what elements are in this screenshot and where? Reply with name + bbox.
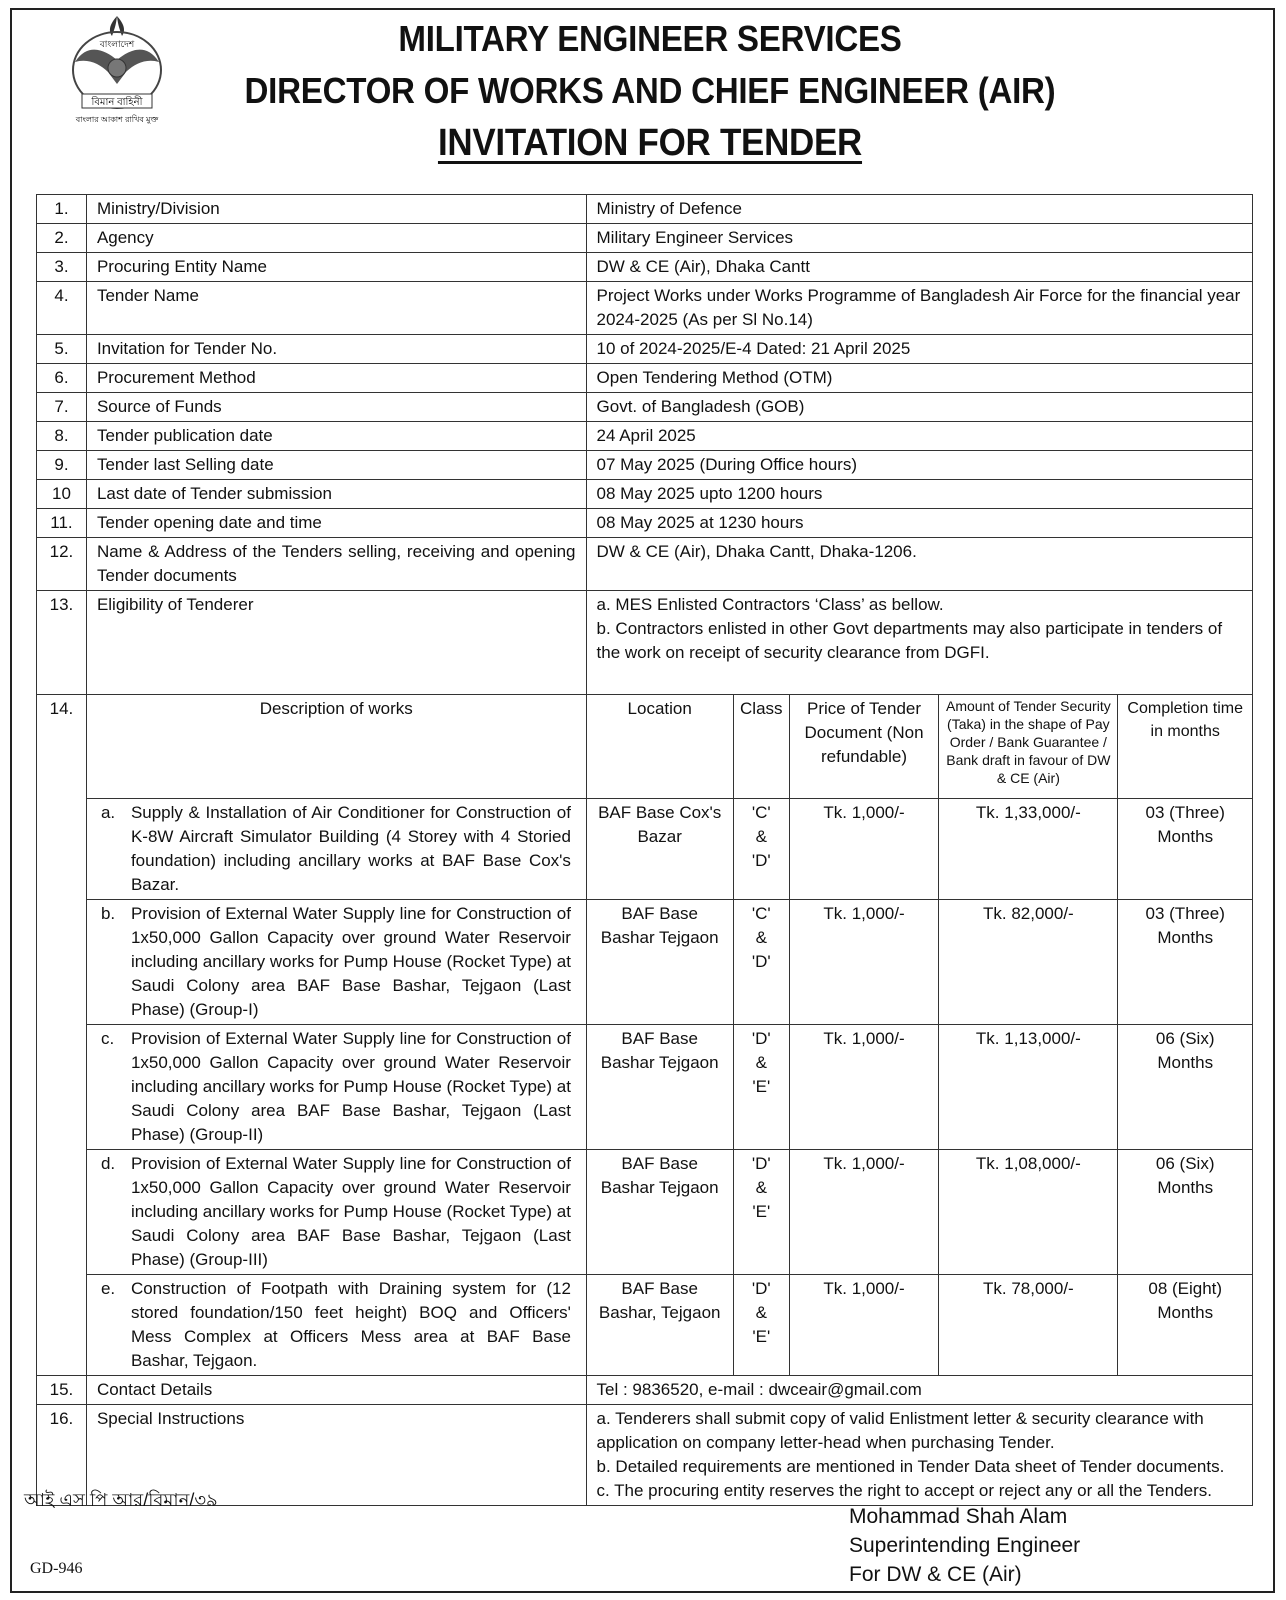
row-number: 1.	[37, 195, 87, 224]
item-class-1: 'D'	[751, 1029, 771, 1048]
item-price: Tk. 1,000/-	[789, 900, 939, 1025]
row-label: Tender Name	[86, 282, 586, 335]
item-class-amp: &	[755, 1053, 767, 1072]
row-value: 07 May 2025 (During Office hours)	[586, 451, 1252, 480]
logo-banner-text: বিমান বাহিনী	[91, 97, 143, 108]
row-label: Special Instructions	[86, 1405, 586, 1506]
item-class-1: 'D'	[751, 1279, 771, 1298]
item-location: BAF Base Bashar Tejgaon	[586, 900, 733, 1025]
row-label: Source of Funds	[86, 393, 586, 422]
row-number: 6.	[37, 364, 87, 393]
row-number: 3.	[37, 253, 87, 282]
item-location: BAF Base Bashar, Tejgaon	[586, 1275, 733, 1376]
row-number: 15.	[37, 1376, 87, 1405]
item-description: Provision of External Water Supply line for Construction of 1x50,000 Gallon Capacity over ground Water Reservoir including ancillary works for Pump House (Rocket Type) at Saudi Colony area BAF Base Bashar, Tejgaon (Last Phase) (Group-II)	[130, 1029, 571, 1144]
table-row	[37, 480, 1253, 509]
col-location: Location	[586, 695, 733, 799]
item-location: BAF Base Bashar Tejgaon	[586, 1150, 733, 1275]
work-item-row	[37, 1150, 1253, 1275]
item-price: Tk. 1,000/-	[789, 1025, 939, 1150]
item-class-1: 'C'	[751, 904, 771, 923]
item-completion: 08 (Eight) Months	[1118, 1275, 1253, 1376]
row-label: Tender publication date	[86, 422, 586, 451]
table-row	[37, 1405, 1253, 1506]
bangladesh-air-force-logo	[60, 12, 175, 127]
gd-code: GD-946	[30, 1560, 83, 1577]
row-value: 08 May 2025 at 1230 hours	[586, 509, 1252, 538]
tender-table	[36, 194, 1253, 1506]
item-security: Tk. 1,13,000/-	[939, 1025, 1118, 1150]
table-row	[37, 422, 1253, 451]
works-header-row	[37, 695, 1253, 799]
item-class-2: 'D'	[751, 952, 771, 971]
row-number: 14.	[37, 695, 87, 799]
eligibility-a: a. MES Enlisted Contractors ‘Class’ as bellow.	[596, 595, 944, 614]
table-row	[37, 451, 1253, 480]
item-security: Tk. 82,000/-	[939, 900, 1118, 1025]
row-value: 10 of 2024-2025/E-4 Dated: 21 April 2025	[586, 335, 1252, 364]
item-class-1: 'D'	[751, 1154, 771, 1173]
table-row	[37, 282, 1253, 335]
item-description: Construction of Footpath with Draining system for (12 stored foundation/150 feet height) BOQ and Officers' Mess Complex at Officers Mess area at BAF Base Bashar, Tejgaon.	[130, 1279, 571, 1370]
row-number: 4.	[37, 282, 87, 335]
row-number: 9.	[37, 451, 87, 480]
item-class-2: 'E'	[752, 1077, 771, 1096]
ispr-reference: আই এস পি আর/বিমান/৩৯	[24, 1490, 218, 1510]
table-row	[37, 224, 1253, 253]
item-security: Tk. 1,08,000/-	[939, 1150, 1118, 1275]
row-number: 10	[37, 480, 87, 509]
row-value: Project Works under Works Programme of Bangladesh Air Force for the financial year 2024-2025 (As per Sl No.14)	[586, 282, 1252, 335]
work-item-row	[37, 900, 1253, 1025]
row-value: 24 April 2025	[586, 422, 1252, 451]
item-class-amp: &	[755, 827, 767, 846]
item-class-2: 'E'	[752, 1327, 771, 1346]
item-price: Tk. 1,000/-	[789, 1150, 939, 1275]
instruction-a: a. Tenderers shall submit copy of valid Enlistment letter & security clearance with application on company letter-head when purchasing Tender.	[596, 1409, 1204, 1452]
item-location: BAF Base Bashar Tejgaon	[586, 1025, 733, 1150]
item-completion: 06 (Six) Months	[1118, 1025, 1253, 1150]
row-label: Tender last Selling date	[86, 451, 586, 480]
row-number: 12.	[37, 538, 87, 591]
row-number: 13.	[37, 591, 87, 695]
row-value: DW & CE (Air), Dhaka Cantt, Dhaka-1206.	[586, 538, 1252, 591]
work-item-row	[37, 799, 1253, 900]
signatory-name: Mohammad Shah Alam	[849, 1505, 1068, 1528]
item-letter: d.	[100, 1154, 116, 1173]
work-item-row	[37, 1025, 1253, 1150]
row-label: Eligibility of Tenderer	[86, 591, 586, 695]
item-security: Tk. 1,33,000/-	[939, 799, 1118, 900]
item-description: Provision of External Water Supply line for Construction of 1x50,000 Gallon Capacity over ground Water Reservoir including ancillary works for Pump House (Rocket Type) at Saudi Colony area BAF Base Bashar, Tejgaon (Last Phase) (Group-I)	[130, 904, 571, 1019]
logo-top-text: বাংলাদেশ	[99, 39, 135, 49]
table-row	[37, 1376, 1253, 1405]
table-row	[37, 364, 1253, 393]
row-label: Procuring Entity Name	[86, 253, 586, 282]
item-completion: 03 (Three) Months	[1118, 799, 1253, 900]
header-title: INVITATION FOR TENDER	[437, 122, 863, 164]
item-letter: b.	[100, 904, 116, 923]
instruction-b: b. Detailed requirements are mentioned in Tender Data sheet of Tender documents.	[596, 1457, 1225, 1476]
table-row	[37, 335, 1253, 364]
row-value: 08 May 2025 upto 1200 hours	[586, 480, 1252, 509]
row-label: Ministry/Division	[86, 195, 586, 224]
item-class-amp: &	[755, 1178, 767, 1197]
table-row	[37, 253, 1253, 282]
row-value	[586, 1405, 1252, 1506]
row-number: 7.	[37, 393, 87, 422]
header-org: MILITARY ENGINEER SERVICES	[398, 18, 902, 59]
item-location: BAF Base Cox's Bazar	[586, 799, 733, 900]
row-label: Tender opening date and time	[86, 509, 586, 538]
col-completion: Completion time in months	[1118, 695, 1253, 799]
row-label: Agency	[86, 224, 586, 253]
item-price: Tk. 1,000/-	[789, 1275, 939, 1376]
row-label: Name & Address of the Tenders selling, receiving and opening Tender documents	[86, 538, 586, 591]
row-value: Tel : 9836520, e-mail : dwceair@gmail.com	[586, 1376, 1252, 1405]
header-directorate: DIRECTOR OF WORKS AND CHIEF ENGINEER (AIR)	[244, 70, 1056, 111]
signatory-for: For DW & CE (Air)	[849, 1563, 1022, 1586]
row-number: 16.	[37, 1405, 87, 1506]
item-letter: e.	[100, 1279, 116, 1298]
item-security: Tk. 78,000/-	[939, 1275, 1118, 1376]
item-letter: a.	[100, 803, 116, 822]
item-description: Supply & Installation of Air Conditioner for Construction of K-8W Aircraft Simulator Building (4 Storey with 4 Storied foundation) including ancillary works at BAF Base Cox's Bazar.	[130, 803, 571, 894]
row-number: 11.	[37, 509, 87, 538]
row-value: Open Tendering Method (OTM)	[586, 364, 1252, 393]
row-label: Contact Details	[86, 1376, 586, 1405]
item-letter: c.	[100, 1029, 115, 1048]
row-number: 2.	[37, 224, 87, 253]
col-security: Amount of Tender Security (Taka) in the shape of Pay Order / Bank Guarantee / Bank draft in favour of DW & CE (Air)	[939, 695, 1118, 799]
col-price: Price of Tender Document (Non refundable)	[789, 695, 939, 799]
logo-motto: বাংলার আকাশ রাখিব মুক্ত	[75, 115, 159, 124]
item-price: Tk. 1,000/-	[789, 799, 939, 900]
row-value: Military Engineer Services	[586, 224, 1252, 253]
row-label: Last date of Tender submission	[86, 480, 586, 509]
table-row	[37, 509, 1253, 538]
row-value	[586, 591, 1252, 695]
row-number: 8.	[37, 422, 87, 451]
item-class-2: 'E'	[752, 1202, 771, 1221]
signatory-title: Superintending Engineer	[849, 1534, 1081, 1557]
table-row	[37, 195, 1253, 224]
item-completion: 06 (Six) Months	[1118, 1150, 1253, 1275]
row-value: Govt. of Bangladesh (GOB)	[586, 393, 1252, 422]
work-item-row	[37, 1275, 1253, 1376]
item-class-amp: &	[755, 1303, 767, 1322]
eligibility-b: b. Contractors enlisted in other Govt departments may also participate in tenders of the work on receipt of security clearance from DGFI.	[596, 619, 1223, 662]
table-row	[37, 538, 1253, 591]
row-label: Procurement Method	[86, 364, 586, 393]
table-row	[37, 393, 1253, 422]
item-completion: 03 (Three) Months	[1118, 900, 1253, 1025]
instruction-c: c. The procuring entity reserves the right to accept or reject any or all the Tenders.	[596, 1481, 1212, 1500]
col-class: Class	[733, 695, 789, 799]
item-description: Provision of External Water Supply line for Construction of 1x50,000 Gallon Capacity over ground Water Reservoir including ancillary works for Pump House (Rocket Type) at Saudi Colony area BAF Base Bashar, Tejgaon (Last Phase) (Group-III)	[130, 1154, 571, 1269]
row-label: Invitation for Tender No.	[86, 335, 586, 364]
row-value: DW & CE (Air), Dhaka Cantt	[586, 253, 1252, 282]
col-description: Description of works	[86, 695, 586, 799]
row-value: Ministry of Defence	[586, 195, 1252, 224]
item-class-1: 'C'	[751, 803, 771, 822]
table-row	[37, 591, 1253, 695]
row-number: 5.	[37, 335, 87, 364]
item-class-amp: &	[755, 928, 767, 947]
item-class-2: 'D'	[751, 851, 771, 870]
signature-block	[849, 1502, 1080, 1589]
